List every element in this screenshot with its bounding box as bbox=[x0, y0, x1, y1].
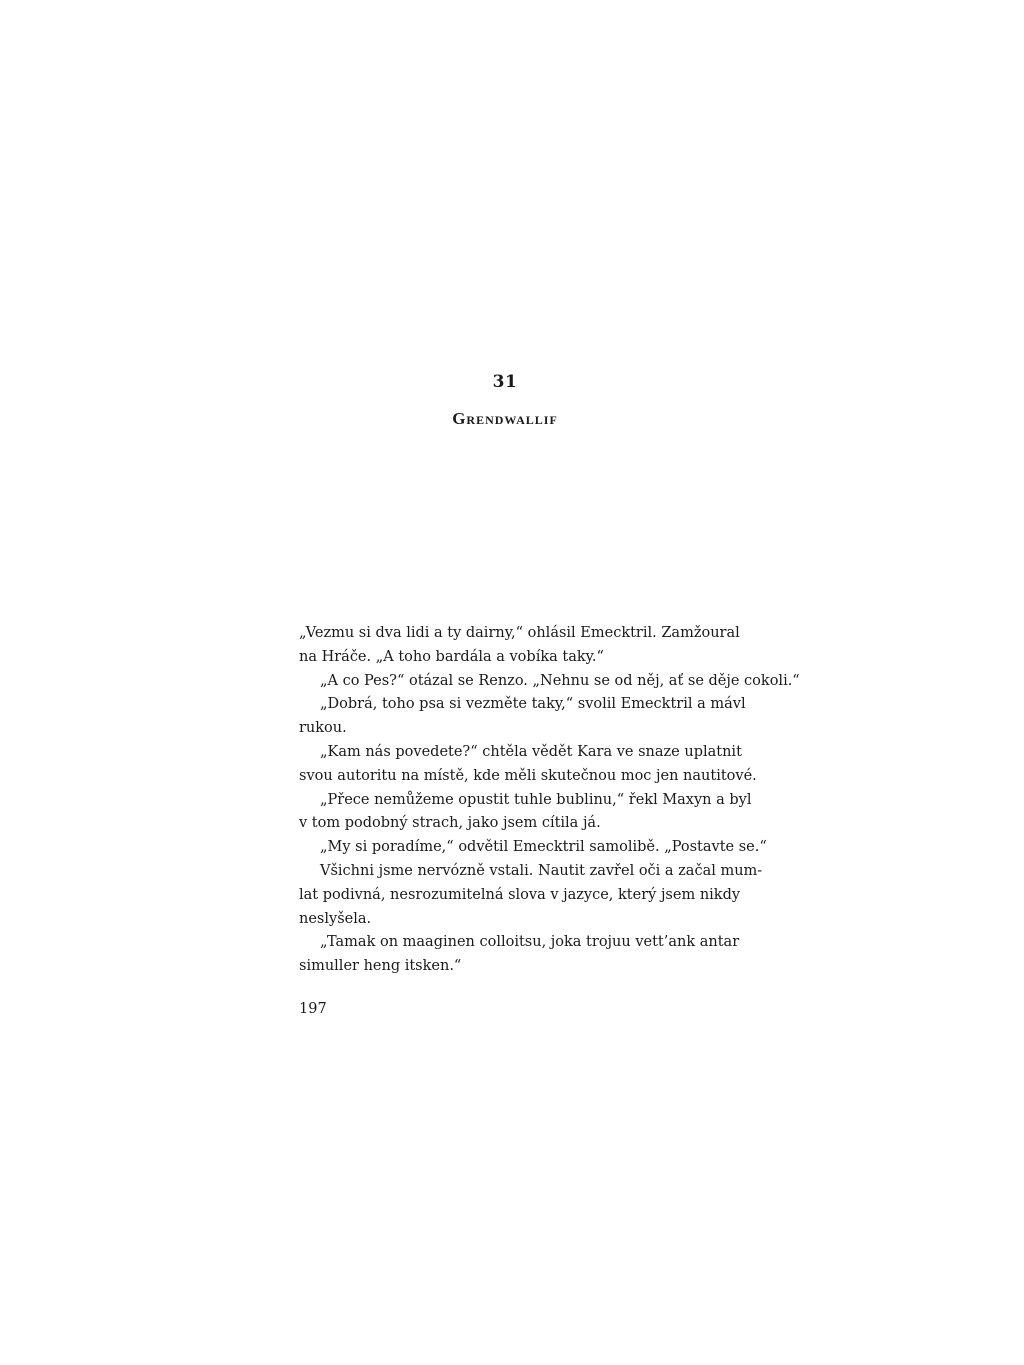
paragraph bbox=[299, 741, 757, 789]
text-line: svou autoritu na místě, kde měli skutečnou moc jen nautitové. bbox=[299, 767, 757, 784]
paragraph bbox=[299, 836, 767, 860]
text-line: „Kam nás povedete?“ chtěla vědět Kara ve snaze uplatnit bbox=[320, 743, 742, 760]
text-line: v tom podobný strach, jako jsem cítila já. bbox=[299, 815, 601, 832]
text-line: „Tamak on maaginen colloitsu, joka trojuu vett’ank antar bbox=[320, 934, 740, 951]
paragraph bbox=[299, 670, 800, 694]
paragraph bbox=[299, 622, 740, 670]
text-line: „A co Pes?“ otázal se Renzo. „Nehnu se od něj, ať se děje cokoli.“ bbox=[320, 672, 800, 689]
chapter-number: 31 bbox=[492, 372, 518, 392]
chapter-title: Grendwallif bbox=[452, 409, 558, 428]
paragraph bbox=[299, 860, 763, 931]
text-line: „My si poradíme,“ odvětil Emecktril samolibě. „Postavte se.“ bbox=[320, 839, 767, 856]
paragraph bbox=[299, 789, 752, 837]
text-line: lat podivná, nesrozumitelná slova v jazyce, který jsem nikdy bbox=[299, 886, 741, 903]
text-line: rukou. bbox=[299, 720, 347, 737]
page-number: 197 bbox=[299, 1001, 327, 1017]
text-line: simuller heng itsken.“ bbox=[299, 958, 462, 975]
paragraph bbox=[299, 931, 740, 979]
text-line: Všichni jsme nervózně vstali. Nautit zavřel oči a začal mum- bbox=[320, 862, 763, 879]
body-text bbox=[299, 622, 800, 979]
paragraph bbox=[299, 693, 746, 741]
text-line: na Hráče. „A toho bardála a vobíka taky.“ bbox=[299, 648, 604, 665]
text-line: neslyšela. bbox=[299, 910, 372, 927]
text-line: „Dobrá, toho psa si vezměte taky,“ svolil Emecktril a mávl bbox=[320, 696, 746, 713]
text-line: „Přece nemůžeme opustit tuhle bublinu,“ řekl Maxyn a byl bbox=[320, 791, 752, 808]
text-line: „Vezmu si dva lidi a ty dairny,“ ohlásil Emecktril. Zamžoural bbox=[299, 625, 740, 641]
